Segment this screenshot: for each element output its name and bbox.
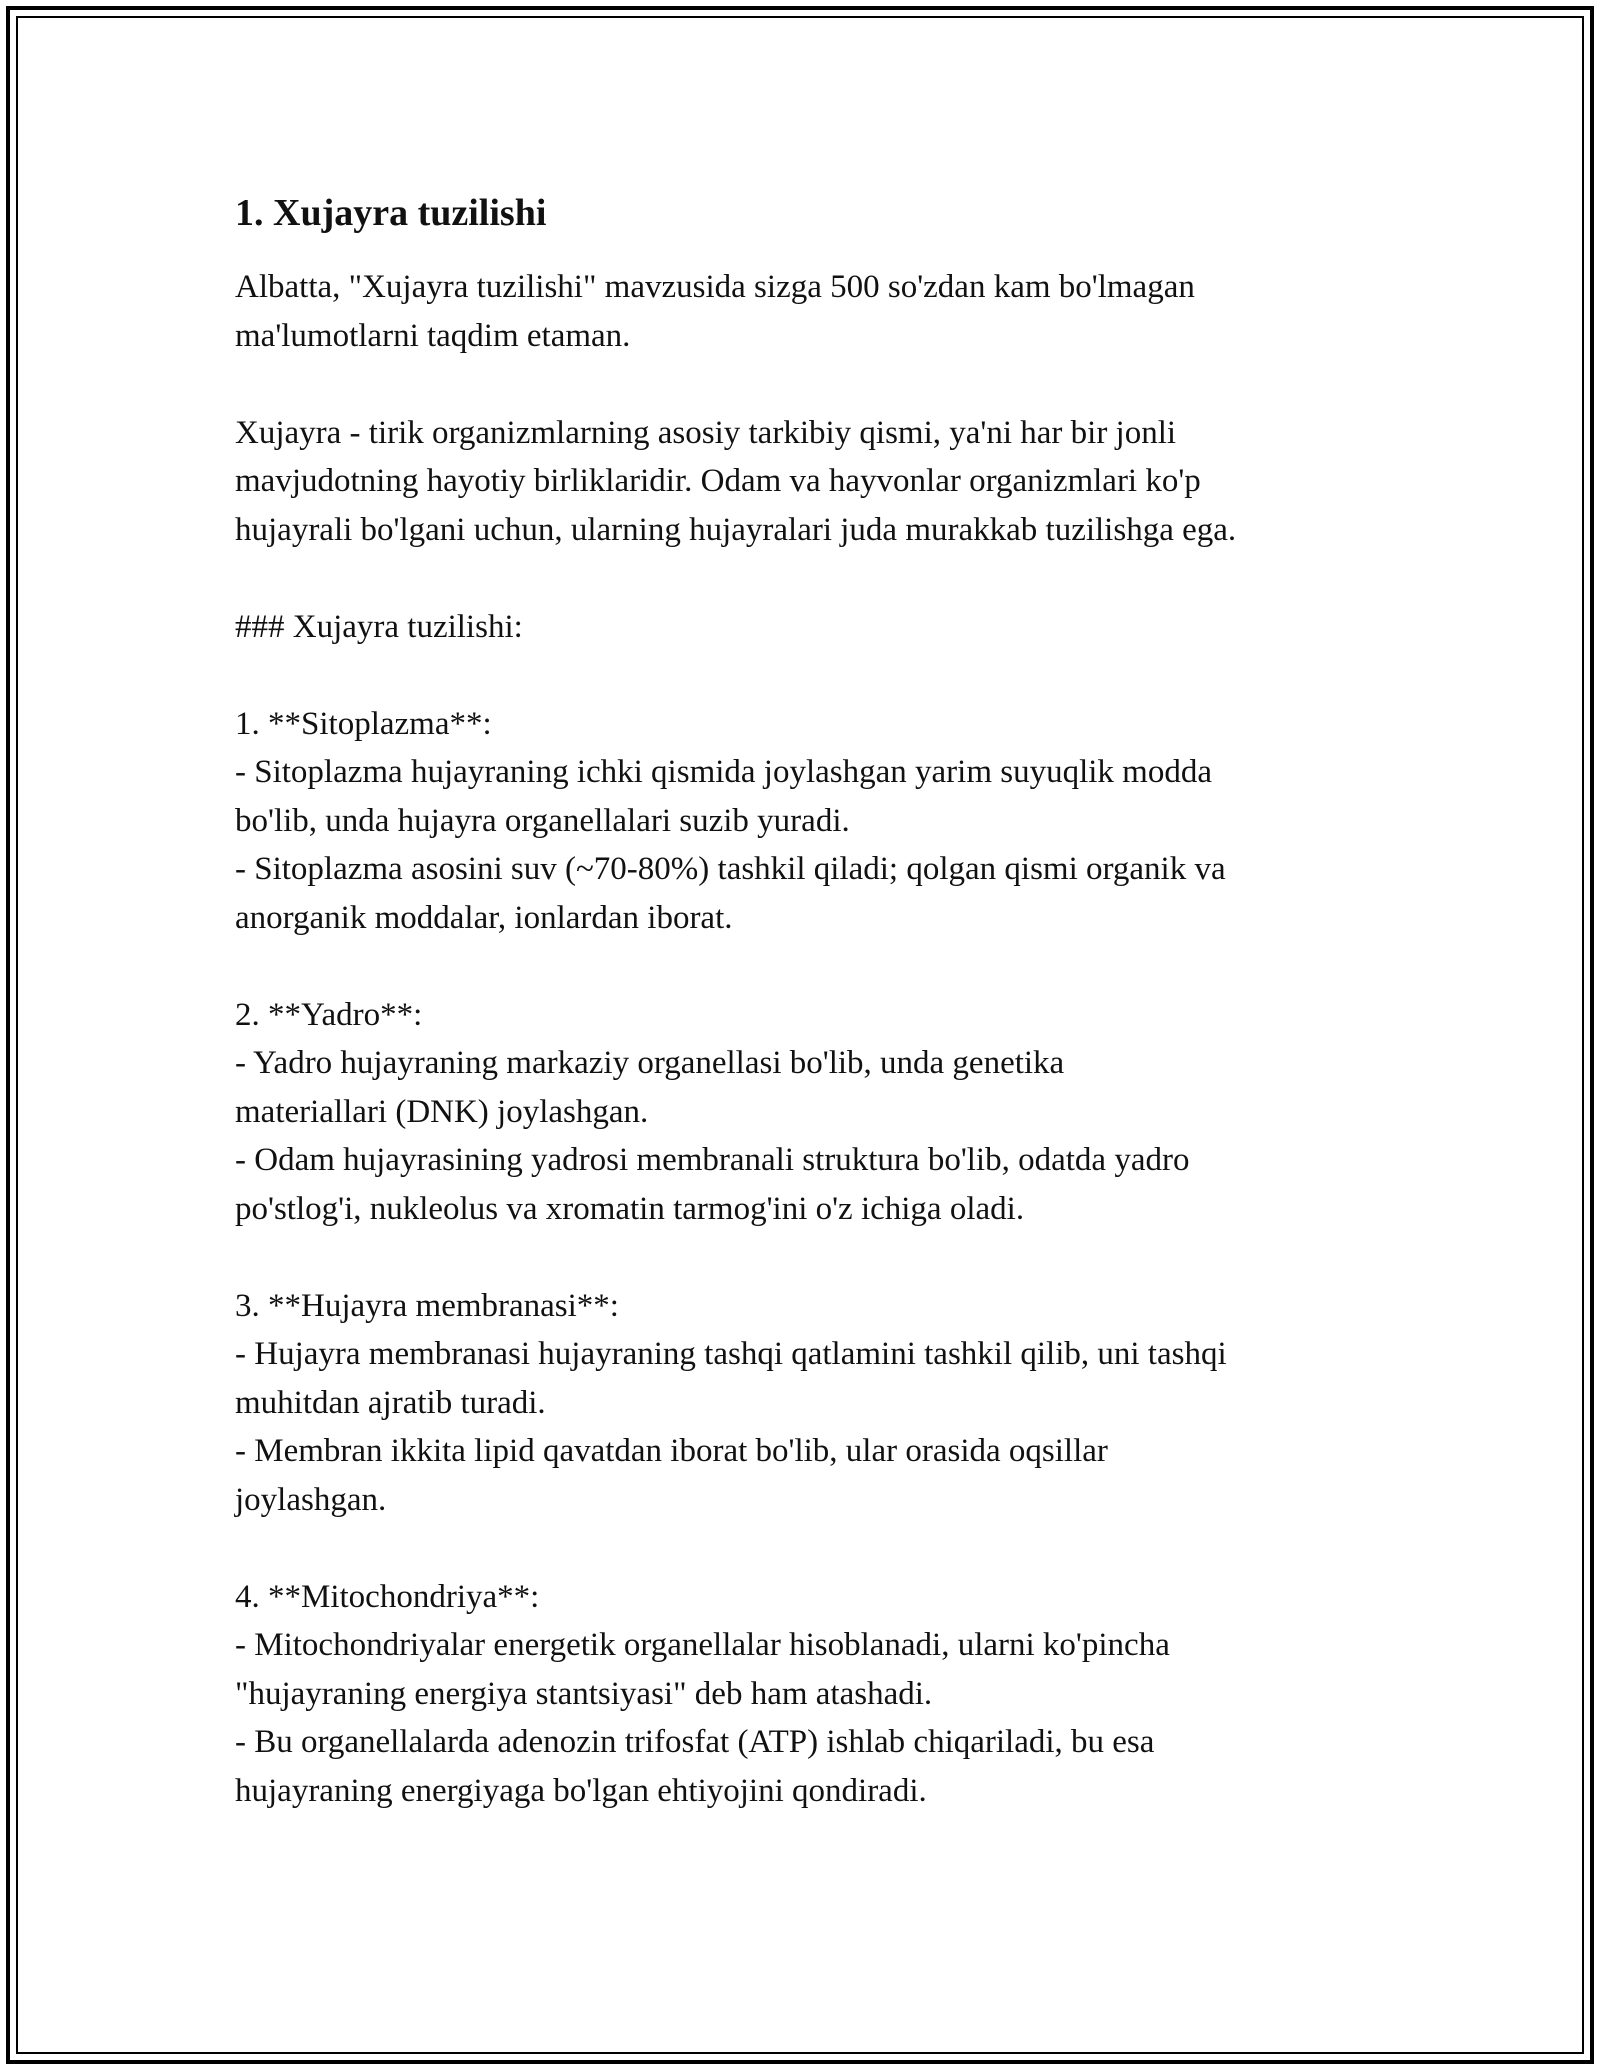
paragraph-gap <box>235 651 1395 700</box>
paragraph-gap <box>235 554 1395 603</box>
section-heading: 2. **Yadro**: <box>235 996 423 1033</box>
section-hujayra-membranasi <box>235 1282 1395 1525</box>
section-mitochondriya <box>235 1573 1395 1816</box>
paragraph-gap <box>235 360 1395 409</box>
paragraph-gap <box>235 1524 1395 1573</box>
section-body: - Mitochondriyalar energetik organellalar hisoblanadi, ularni ko'pincha "hujayraning energiya stantsiyasi" deb ham atashadi. - Bu organellalarda adenozin trifosfat (ATP) ishlab chiqariladi, bu esa hujayraning energiyaga bo'lgan ehtiyojini qondiradi. <box>235 1627 1170 1809</box>
section-heading: 4. **Mitochondriya**: <box>235 1578 540 1615</box>
section-heading: 1. **Sitoplazma**: <box>235 705 492 742</box>
document-body <box>235 185 1395 1815</box>
section-subheading: ### Xujayra tuzilishi: <box>235 608 523 645</box>
paragraph-gap <box>235 1233 1395 1282</box>
document-title: 1. Xujayra tuzilishi <box>235 192 547 234</box>
section-heading: 3. **Hujayra membranasi**: <box>235 1287 619 1324</box>
section-yadro <box>235 991 1395 1234</box>
section-sitoplazma <box>235 700 1395 943</box>
intro-paragraph: Albatta, "Xujayra tuzilishi" mavzusida sizga 500 so'zdan kam bo'lmagan ma'lumotlarni taqdim etaman. <box>235 269 1195 354</box>
section-body: - Yadro hujayraning markaziy organellasi bo'lib, unda genetika materiallari (DNK) joylashgan. - Odam hujayrasining yadrosi membranali struktura bo'lib, odatda yadro po'stlog'i, nukleolus va xromatin tarmog'ini o'z ichiga oladi. <box>235 1045 1190 1227</box>
section-body: - Sitoplazma hujayraning ichki qismida joylashgan yarim suyuqlik modda bo'lib, unda hujayra organellalari suzib yuradi. - Sitoplazma asosini suv (~70-80%) tashkil qiladi; qolgan qismi organik va anorganik moddalar, ionlardan iborat. <box>235 754 1226 936</box>
section-body: - Hujayra membranasi hujayraning tashqi qatlamini tashkil qilib, uni tashqi muhitdan ajratib turadi. - Membran ikkita lipid qavatdan iborat bo'lib, ular orasida oqsillar joylashgan. <box>235 1336 1227 1518</box>
paragraph-gap <box>235 942 1395 991</box>
definition-paragraph: Xujayra - tirik organizmlarning asosiy tarkibiy qismi, ya'ni har bir jonli mavjudotning hayotiy birliklaridir. Odam va hayvonlar organizmlari ko'p hujayrali bo'lgani uchun, ularning hujayralari juda murakkab tuzilishga ega. <box>235 414 1237 548</box>
